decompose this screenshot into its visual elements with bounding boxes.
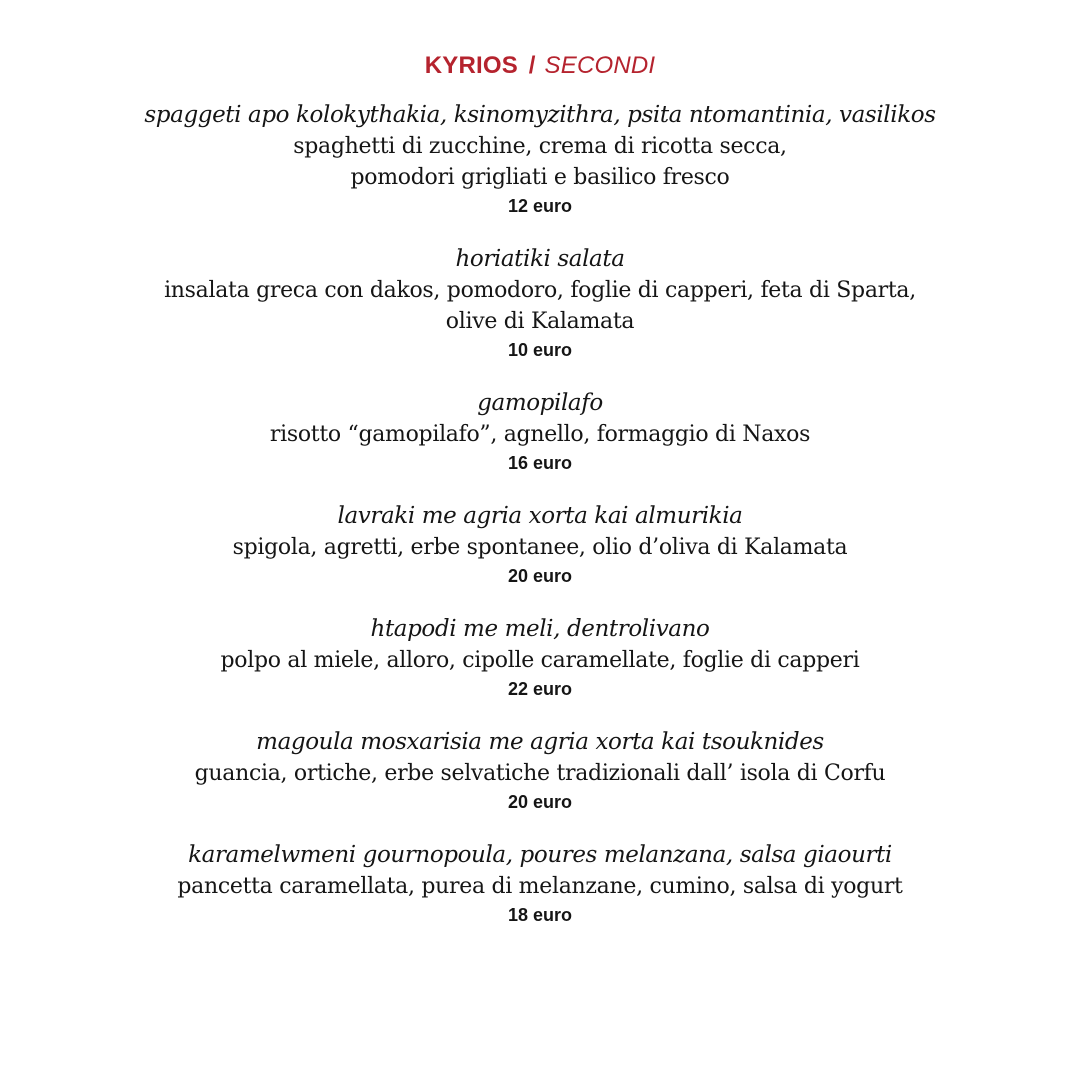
- dish-price: 20 euro: [507, 566, 573, 586]
- menu-item: [0, 840, 1080, 927]
- menu-item: [0, 100, 1080, 218]
- dish-name: spaggeti apo kolokythakia, ksinomyzithra, psita ntomantinia, vasilikos: [144, 102, 936, 128]
- menu-item: [0, 614, 1080, 701]
- dish-description: insalata greca con dakos, pomodoro, foglie di capperi, feta di Sparta,: [164, 278, 916, 303]
- dish-description: polpo al miele, alloro, cipolle caramellate, foglie di capperi: [220, 648, 860, 673]
- dish-name: lavraki me agria xorta kai almurikia: [337, 503, 743, 529]
- dish-description: guancia, ortiche, erbe selvatiche tradizionali dall’ isola di Corfu: [194, 761, 886, 786]
- menu-item: [0, 388, 1080, 475]
- dish-name: gamopilafo: [477, 390, 603, 416]
- menu-item: [0, 501, 1080, 588]
- dish-description: olive di Kalamata: [445, 309, 635, 334]
- menu-header: [0, 50, 1080, 82]
- dish-description: pancetta caramellata, purea di melanzane, cumino, salsa di yogurt: [177, 874, 903, 899]
- dish-price: 22 euro: [507, 679, 573, 699]
- dish-name: htapodi me meli, dentrolivano: [370, 616, 710, 642]
- dish-name: horiatiki salata: [455, 246, 625, 272]
- dish-description: spaghetti di zucchine, crema di ricotta secca,: [293, 134, 787, 159]
- section-title: SECONDI: [544, 52, 656, 79]
- dish-name: magoula mosxarisia me agria xorta kai tsouknides: [256, 729, 824, 755]
- dish-price: 16 euro: [507, 453, 573, 473]
- dish-name: karamelwmeni gournopoula, poures melanzana, salsa giaourti: [188, 842, 892, 868]
- dish-description: risotto “gamopilafo”, agnello, formaggio di Naxos: [269, 422, 811, 447]
- dish-description: spigola, agretti, erbe spontanee, olio d’oliva di Kalamata: [232, 535, 848, 560]
- dish-price: 12 euro: [507, 196, 573, 216]
- dish-price: 10 euro: [507, 340, 573, 360]
- restaurant-name: KYRIOS: [424, 52, 518, 79]
- dish-price: 20 euro: [507, 792, 573, 812]
- dish-description: pomodori grigliati e basilico fresco: [350, 165, 730, 190]
- dish-price: 18 euro: [507, 905, 573, 925]
- menu-item: [0, 244, 1080, 362]
- menu-item: [0, 727, 1080, 814]
- header-separator: /: [528, 52, 536, 79]
